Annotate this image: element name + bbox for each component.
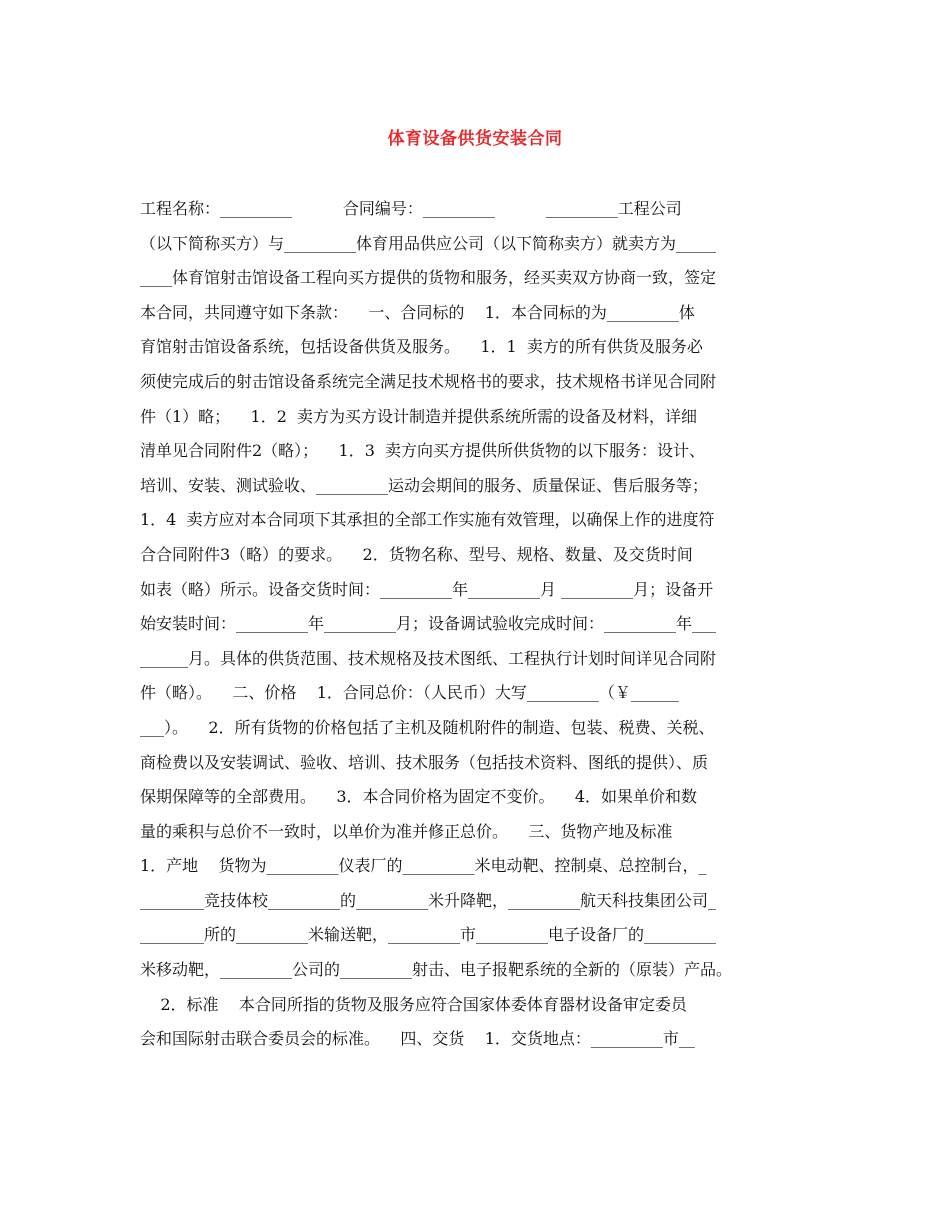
text-line: 合合同附件3（略）的要求。 2．货物名称、型号、规格、数量、及交货时间 [140, 544, 693, 564]
text-line: 始安装时间：_________年_________月；设备调试验收完成时间：_________年___ [140, 614, 717, 634]
document-body [140, 192, 812, 1057]
text-line: ______月。具体的供货范围、技术规格及技术图纸、工程执行计划时间详见合同附 [140, 648, 717, 668]
text-line: 育馆射击馆设备系统，包括设备供货及服务。 1．1 卖方的所有供货及服务必 [140, 337, 703, 357]
text-line: 件（略）。 二、价格 1．合同总价：（人民币）大写_________（￥______ [140, 683, 679, 703]
text-line: ___）。 2．所有货物的价格包括了主机及随机附件的制造、包装、税费、关税、 [140, 717, 715, 737]
text-line: 会和国际射击联合委员会的标准。 四、交货 1．交货地点：_________市__ [140, 1029, 695, 1049]
text-line: 培训、安装、测试验收、_________运动会期间的服务、质量保证、售后服务等； [140, 475, 709, 495]
text-line: 清单见合同附件2（略）； 1．3 卖方向买方提供所供货物的以下服务：设计、 [140, 441, 706, 461]
text-line: 2．标准 本合同所指的货物及服务应符合国家体委体育器材设备审定委员 [140, 994, 687, 1014]
text-line: ________竞技体校_________的_________米升降靶，_________航天科技集团公司_ [140, 890, 717, 910]
text-line: 件（1）略； 1．2 卖方为买方设计制造并提供系统所需的设备及材料，详细 [140, 406, 698, 426]
text-line: 米移动靶，_________公司的_________射击、电子报靶系统的全新的（原装）产品。 [140, 960, 733, 980]
text-line: 商检费以及安装调试、验收、培训、技术服务（包括技术资料、图纸的提供）、质 [140, 752, 709, 772]
text-line: 1．4 卖方应对本合同项下其承担的全部工作实施有效管理，以确保上作的进度符 [140, 510, 715, 530]
text-line: （以下简称买方）与_________体育用品供应公司（以下简称卖方）就卖方为_____ [140, 233, 717, 253]
text-line: 如表（略）所示。设备交货时间：_________年_________月 _________月；设备开 [140, 579, 714, 599]
text-line: 本合同，共同遵守如下条款： 一、合同标的 1．本合同标的为_________体 [140, 302, 695, 322]
text-line: 量的乘积与总价不一致时，以单价为准并修正总价。 三、货物产地及标准 [140, 821, 673, 841]
text-line: 1．产地 货物为_________仪表厂的_________米电动靶、控制桌、总控制台，_ [140, 856, 707, 876]
text-line: ________所的_________米输送靶，_________市_________电子设备厂的_________ [140, 925, 717, 945]
text-line: 须使完成后的射击馆设备系统完全满足技术规格书的要求，技术规格书详见合同附 [140, 371, 717, 391]
text-line: 保期保障等的全部费用。 3．本合同价格为固定不变价。 4．如果单价和数 [140, 787, 698, 807]
text-line: ____体育馆射击馆设备工程向买方提供的货物和服务，经买卖双方协商一致，签定 [140, 268, 717, 288]
text-line: 工程名称：_________ 合同编号：_________ _________工程公司 [140, 199, 682, 218]
document-title: 体育设备供货安装合同 [387, 129, 563, 149]
